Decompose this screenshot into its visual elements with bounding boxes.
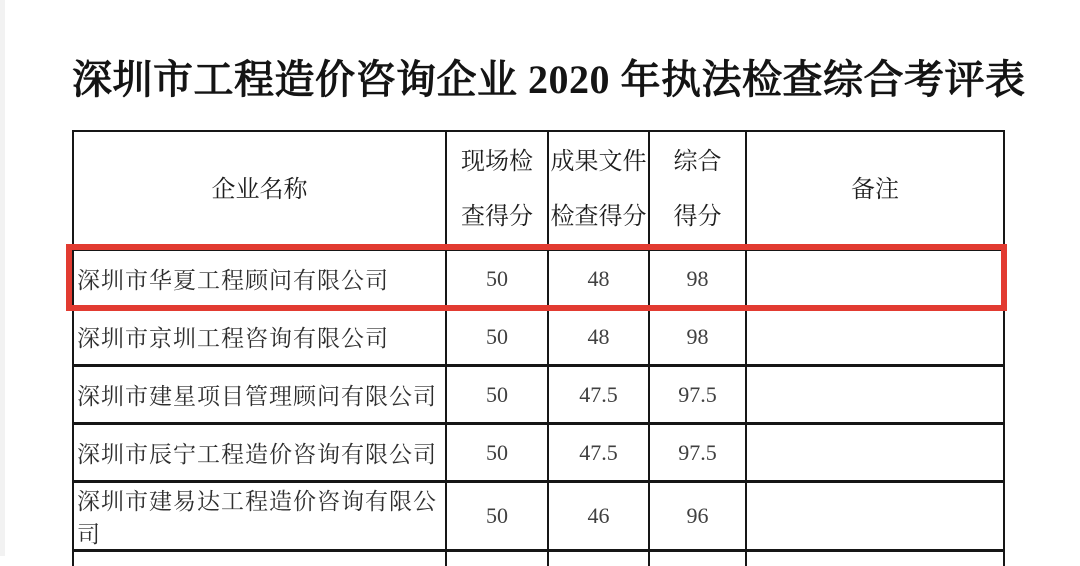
table-row <box>73 366 1004 424</box>
total-score-cell: 97.5 <box>649 424 746 482</box>
remark-cell <box>746 424 1004 482</box>
header-remark-label: 备注 <box>851 177 899 203</box>
header-result-line2: 检查得分 <box>549 190 648 245</box>
onsite-score-cell: 50 <box>446 366 548 424</box>
header-onsite-line1: 现场检 <box>447 135 547 190</box>
remark-cell <box>746 482 1004 551</box>
table-body <box>73 250 1004 566</box>
header-cell-remark <box>746 131 1004 250</box>
total-score-cell: 96 <box>649 482 746 551</box>
result-file-score-cell: 47.5 <box>548 424 649 482</box>
table-row-partial <box>73 551 1004 566</box>
header-company-label: 企业名称 <box>212 177 308 203</box>
onsite-score-cell <box>446 551 548 566</box>
table-header <box>73 131 1004 250</box>
table-row <box>73 482 1004 551</box>
company-name-cell <box>73 551 446 566</box>
header-cell-onsite-score <box>446 131 548 250</box>
table-row <box>73 250 1004 308</box>
remark-cell <box>746 366 1004 424</box>
page-title: 深圳市工程造价咨询企业 2020 年执法检查综合考评表 <box>72 48 1032 105</box>
evaluation-table <box>72 130 1005 566</box>
company-name-cell: 深圳市建易达工程造价咨询有限公司 <box>73 482 446 551</box>
onsite-score-cell: 50 <box>446 250 548 308</box>
result-file-score-cell: 48 <box>548 308 649 366</box>
remark-cell <box>746 551 1004 566</box>
remark-cell <box>746 250 1004 308</box>
company-name-cell: 深圳市辰宁工程造价咨询有限公司 <box>73 424 446 482</box>
result-file-score-cell: 48 <box>548 250 649 308</box>
header-cell-total-score <box>649 131 746 250</box>
result-file-score-cell: 47.5 <box>548 366 649 424</box>
total-score-cell: 98 <box>649 308 746 366</box>
company-name-cell: 深圳市华夏工程顾问有限公司 <box>73 250 446 308</box>
table-header-row <box>73 131 1004 250</box>
table-row <box>73 308 1004 366</box>
company-name-cell: 深圳市京圳工程咨询有限公司 <box>73 308 446 366</box>
header-cell-company-name <box>73 131 446 250</box>
table-row <box>73 424 1004 482</box>
header-onsite-line2: 查得分 <box>447 190 547 245</box>
header-cell-result-file-score <box>548 131 649 250</box>
remark-cell <box>746 308 1004 366</box>
header-result-line1: 成果文件 <box>549 135 648 190</box>
total-score-cell: 97.5 <box>649 366 746 424</box>
onsite-score-cell: 50 <box>446 308 548 366</box>
result-file-score-cell: 46 <box>548 482 649 551</box>
result-file-score-cell <box>548 551 649 566</box>
header-total-line2: 得分 <box>650 190 745 245</box>
page-edge-shadow <box>0 0 5 556</box>
total-score-cell: 98 <box>649 250 746 308</box>
onsite-score-cell: 50 <box>446 424 548 482</box>
company-name-cell: 深圳市建星项目管理顾问有限公司 <box>73 366 446 424</box>
total-score-cell <box>649 551 746 566</box>
header-total-line1: 综合 <box>650 135 745 190</box>
onsite-score-cell: 50 <box>446 482 548 551</box>
